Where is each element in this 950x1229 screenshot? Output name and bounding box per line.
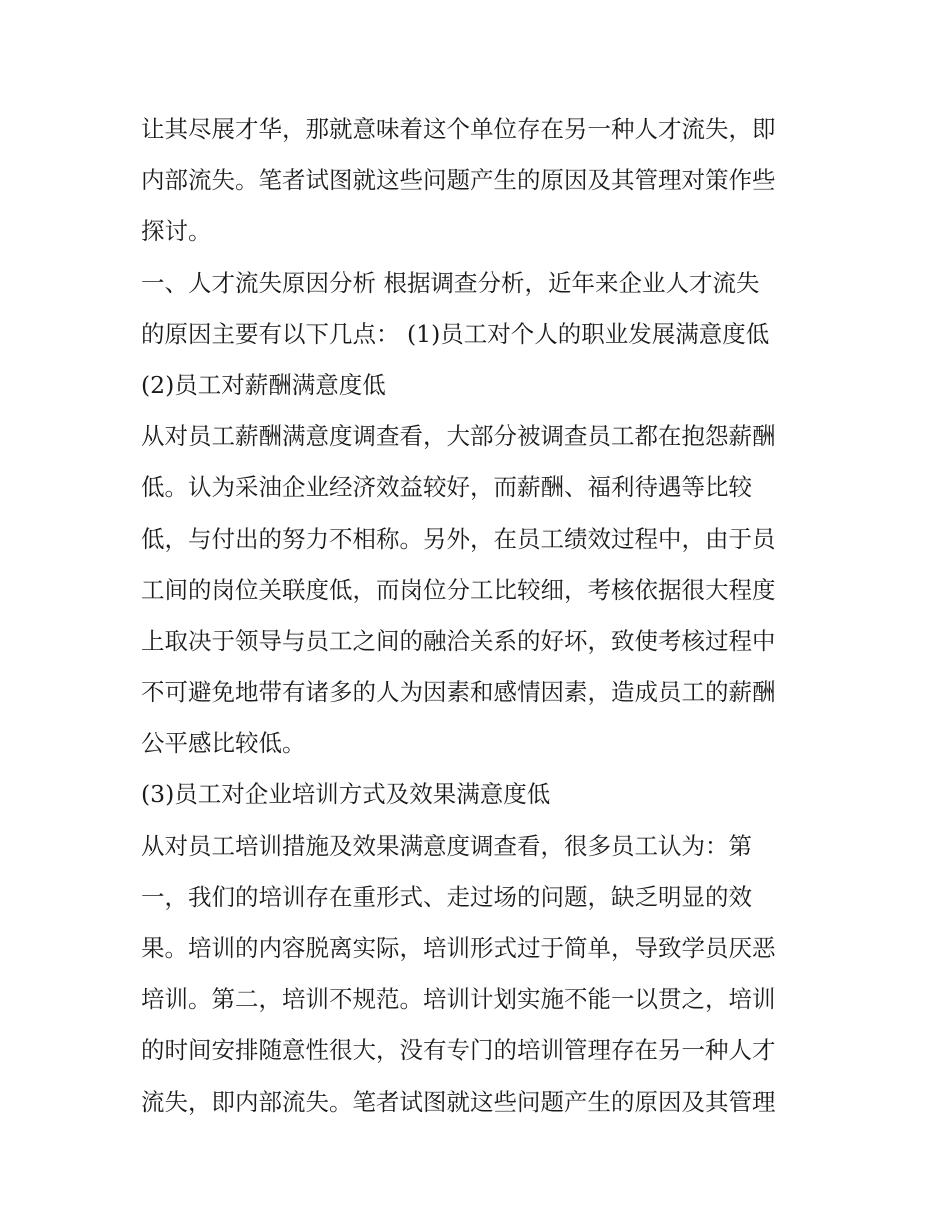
text-line: 工间的岗位关联度低，而岗位分工比较细，考核依据很大程度 xyxy=(141,575,776,604)
section-heading-line: 一、人才流失原因分析 根据调查分析，近年来企业人才流失 xyxy=(141,268,760,297)
text-line: 从对员工薪酬满意度调查看，大部分被调查员工都在抱怨薪酬 xyxy=(141,422,776,451)
text-line: 从对员工培训措施及效果满意度调查看，很多员工认为：第 xyxy=(141,831,752,860)
text-line: 流失，即内部流失。笔者试图就这些问题产生的原因及其管理 xyxy=(141,1087,776,1116)
text-line: 公平感比较低。 xyxy=(141,729,306,758)
text-line: 不可避免地带有诸多的人为因素和感情因素，造成员工的薪酬 xyxy=(141,678,776,707)
text-line: 内部流失。笔者试图就这些问题产生的原因及其管理对策作些 xyxy=(141,166,776,195)
text-line: 果。培训的内容脱离实际，培训形式过于简单，导致学员厌恶 xyxy=(141,934,776,962)
text-line: 低，与付出的努力不相称。另外，在员工绩效过程中，由于员 xyxy=(141,524,776,553)
text-line: 的时间安排随意性很大，没有专门的培训管理存在另一种人才 xyxy=(141,1036,776,1065)
document-body xyxy=(141,104,821,1128)
text-line: 探讨。 xyxy=(141,217,212,246)
text-line: 让其尽展才华，那就意味着这个单位存在另一种人才流失，即 xyxy=(141,115,776,143)
subheading-line: (2)员工对薪酬满意度低 xyxy=(141,370,386,399)
text-line: 上取决于领导与员工之间的融洽关系的好坏，致使考核过程中 xyxy=(141,626,776,655)
text-line: 的原因主要有以下几点： (1)员工对个人的职业发展满意度低 xyxy=(141,319,770,348)
text-line: 低。认为采油企业经济效益较好，而薪酬、福利待遇等比较 xyxy=(141,473,752,502)
subheading-line: (3)员工对企业培训方式及效果满意度低 xyxy=(141,780,551,809)
text-line: 一，我们的培训存在重形式、走过场的问题，缺乏明显的效 xyxy=(141,882,752,911)
text-line: 培训。第二，培训不规范。培训计划实施不能一以贯之，培训 xyxy=(141,985,776,1014)
